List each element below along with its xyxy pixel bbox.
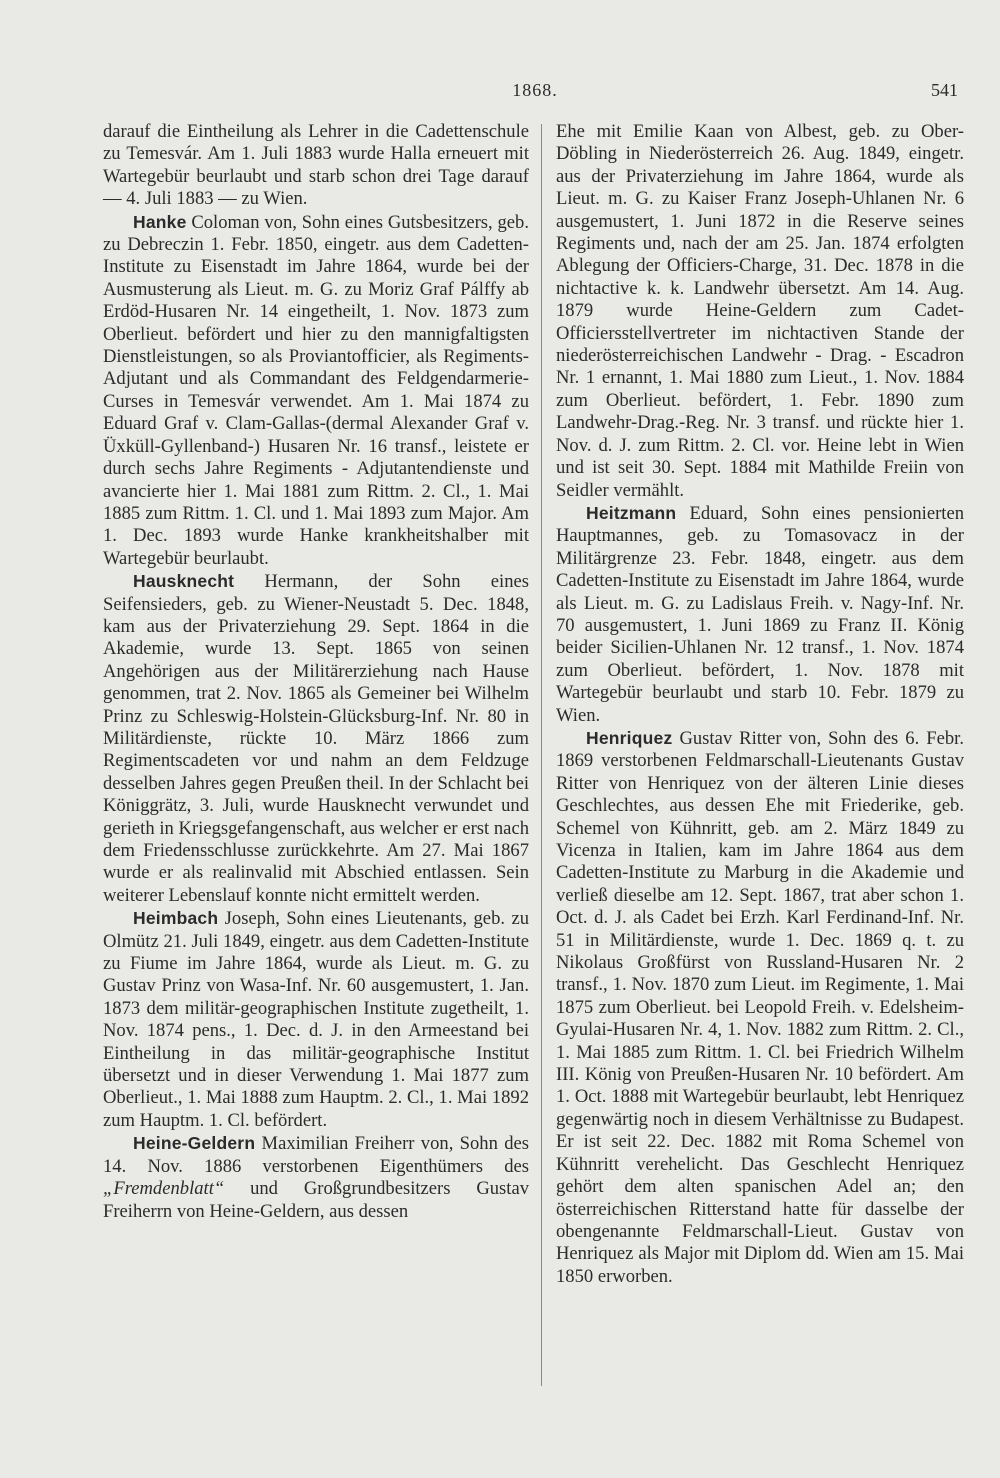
entry-heitzmann xyxy=(556,502,964,727)
entry-text-heine-geldern-a: Maximilian Freiherr von, Sohn des 14. Nov. 1886 verstorbenen Eigenthümers des xyxy=(103,1133,529,1177)
entry-name-henriquez: Henriquez xyxy=(586,727,673,748)
running-head-year: 1868. xyxy=(512,80,558,100)
entry-text-heimbach: Joseph, Sohn eines Lieutenants, geb. zu Olmütz 21. Juli 1849, eingetr. aus dem Cadetten-Institute zu Fiume im Jahre 1864, wurde als Lieut. m. G. zu Gustav Prinz von Wasa-Inf. Nr. 60 ausgemustert, 1. Jan. 1873 dem militär-geographischen Institute zugetheilt, 1. Nov. 1874 pens., 1. Dec. d. J. in den Armeestand bei Eintheilung in das militär-geographische Institut übersetzt und in dieser Verwendung 1. Mai 1877 zum Oberlieut., 1. Mai 1888 zum Hauptm. 2. Cl., 1. Mai 1892 zum Hauptm. 1. Cl. befördert. xyxy=(103,908,529,1131)
entry-text-henriquez: Gustav Ritter von, Sohn des 6. Febr. 1869 verstorbenen Feldmarschall-Lieutenants Gustav Ritter von Henriquez von der älteren Linie dieses Geschlechtes, aus dessen Ehe mit Friederike, geb. Schemel von Kühnritt, geb. am 2. März 1849 zu Vicenza in Italien, kam im Jahre 1864 aus dem Cadetten-Institute zu Marburg in die Akademie und verließ dieselbe am 12. Sept. 1867, trat aber schon 1. Oct. d. J. als Cadet bei Erzh. Karl Ferdinand-Inf. Nr. 51 in Militärdienste, wurde 1. Dec. 1869 q. t. zu Nikolaus Großfürst von Russland-Husaren Nr. 2 transf., 1. Nov. 1870 zum Lieut. im Regimente, 1. Mai 1875 zum Oberlieut. bei Leopold Freih. v. Edelsheim-Gyulai-Husaren Nr. 4, 1. Nov. 1882 zum Rittm. 2. Cl., 1. Mai 1885 zum Rittm. 1. Cl. bei Friedrich Wilhelm III. König von Preußen-Husaren Nr. 10 befördert. Am 1. Oct. 1888 mit Wartegebür beurlaubt, lebt Henriquez gegenwärtig noch in diesem Verhältnisse zu Budapest. Er ist seit 22. Dec. 1882 mit Roma Schemel von Kühnritt verehelicht. Das Geschlecht Henriquez gehört dem alten spanischen Adel an; den österreichischen Ritterstand hatte für dasselbe der obengenannte Feldmarschall-Lieut. Gustav von Henriquez als Major mit Diplom dd. Wien am 15. Mai 1850 erworben. xyxy=(556,727,964,1287)
entry-henriquez xyxy=(556,727,964,1288)
newspaper-title: „Fremdenblatt“ xyxy=(103,1178,225,1200)
entry-text-heine-geldern-b: und Großgrundbesitzers Gustav Freiherrn von Heine-Geldern, aus dessen xyxy=(103,1178,529,1222)
paragraph-continuation: darauf die Eintheilung als Lehrer in die Cadettenschule zu Temesvár. Am 1. Juli 1883 wurde Halla erneuert mit Wartegebür beurlaubt und starb schon drei Tage darauf — 4. Juli 1883 — zu Wien. xyxy=(103,121,529,210)
entry-heine-geldern xyxy=(103,1132,529,1223)
page-header xyxy=(100,80,970,110)
entry-hausknecht xyxy=(103,570,529,907)
page-number: 541 xyxy=(931,80,958,100)
entry-text-heitzmann: Eduard, Sohn eines pensionierten Hauptmannes, geb. zu Tomasovacz in der Militärgrenze 23. Febr. 1848, eingetr. aus dem Cadetten-Institute zu Eisenstadt im Jahre 1864, wurde als Lieut. m. G. zu Ladislaus Freih. v. Nagy-Inf. Nr. 70 ausgemustert, 1. Juni 1869 zu Franz II. König beider Sicilien-Uhlanen Nr. 12 transf., 1. Nov. 1874 zum Oberlieut. befördert, 1. Nov. 1878 mit Wartegebür beurlaubt und starb 10. Febr. 1879 zu Wien. xyxy=(556,502,964,726)
entry-heimbach xyxy=(103,907,529,1132)
entry-hanke xyxy=(103,211,529,571)
entry-name-heimbach: Heimbach xyxy=(133,908,219,929)
left-column xyxy=(103,121,529,1223)
right-column xyxy=(556,121,964,1288)
entry-name-heitzmann: Heitzmann xyxy=(586,502,677,523)
entry-text-hausknecht: Hermann, der Sohn eines Seifensieders, geb. zu Wiener-Neustadt 5. Dec. 1848, kam aus der Privaterziehung 29. Sept. 1864 in die Akademie, wurde 13. Sept. 1865 von seinen Angehörigen aus der Militärerziehung nach Hause genommen, trat 2. Nov. 1865 als Gemeiner bei Wilhelm Prinz zu Schleswig-Holstein-Glücksburg-Inf. Nr. 80 in Militärdienste, rückte 10. März 1866 zum Regimentscadeten vor und nahm an dem Feldzuge desselben Jahres gegen Preußen theil. In der Schlacht bei Königgrätz, 3. Juli, wurde Hausknecht verwundet und gerieth in Kriegsgefangenschaft, aus welcher er erst nach dem Friedensschlusse zurückkehrte. Am 27. Mai 1867 wurde er als realinvalid mit Abschied entlassen. Sein weiterer Lebenslauf konnte nicht ermittelt werden. xyxy=(103,571,529,906)
entry-name-hanke: Hanke xyxy=(133,211,187,232)
entry-name-heine-geldern: Heine-Geldern xyxy=(133,1133,256,1154)
entry-name-hausknecht: Hausknecht xyxy=(133,571,235,592)
entry-text-hanke: Coloman von, Sohn eines Gutsbesitzers, geb. zu Debreczin 1. Febr. 1850, eingetr. aus dem Cadetten-Institute zu Eisenstadt im Jahre 1864, wurde bei der Ausmusterung als Lieut. m. G. zu Moriz Graf Pálffy ab Erdöd-Husaren Nr. 14 eingetheilt, 1. Nov. 1873 zum Oberlieut. befördert und hier zu den mannigfaltigsten Dienstleistungen, so als Proviantofficier, als Regiments-Adjutant und als Commandant des Feldgendarmerie-Curses in Temesvár verwendet. Am 1. Mai 1874 zu Eduard Graf v. Clam-Gallas-(dermal Alexander Graf v. Üxküll-Gyllenband-) Husaren Nr. 16 transf., leistete er durch sechs Jahre Regiments - Adjutantendienste und avancierte hier 1. Mai 1881 zum Rittm. 2. Cl., 1. Mai 1885 zum Rittm. 1. Cl. und 1. Mai 1893 zum Major. Am 1. Dec. 1893 wurde Hanke krankheitshalber mit Wartegebür beurlaubt. xyxy=(103,211,529,569)
paragraph-continuation-right: Ehe mit Emilie Kaan von Albest, geb. zu Ober-Döbling in Niederösterreich 26. Aug. 1849, eingetr. aus der Privaterziehung im Jahre 1864, wurde als Lieut. m. G. zu Kaiser Franz Joseph-Uhlanen Nr. 6 ausgemustert, 1. Juni 1872 in die Reserve seines Regiments und, nach der am 25. Jan. 1874 erfolgten Ablegung der Officiers-Charge, 31. Dec. 1878 in die nichtactive k. k. Landwehr übersetzt. Am 14. Aug. 1879 wurde Heine-Geldern zum Cadet-Officiersstellvertreter im nichtactiven Stande der niederösterreichischen Landwehr - Drag. - Escadron Nr. 1 ernannt, 1. Mai 1880 zum Lieut., 1. Nov. 1884 zum Oberlieut. befördert, 1. Febr. 1890 zum Landwehr-Drag.-Reg. Nr. 3 transf. und rückte hier 1. Nov. d. J. zum Rittm. 2. Cl. vor. Heine lebt in Wien und ist seit 30. Sept. 1884 mit Mathilde Freiin von Seidler vermählt. xyxy=(556,121,964,501)
column-divider xyxy=(541,124,542,1386)
